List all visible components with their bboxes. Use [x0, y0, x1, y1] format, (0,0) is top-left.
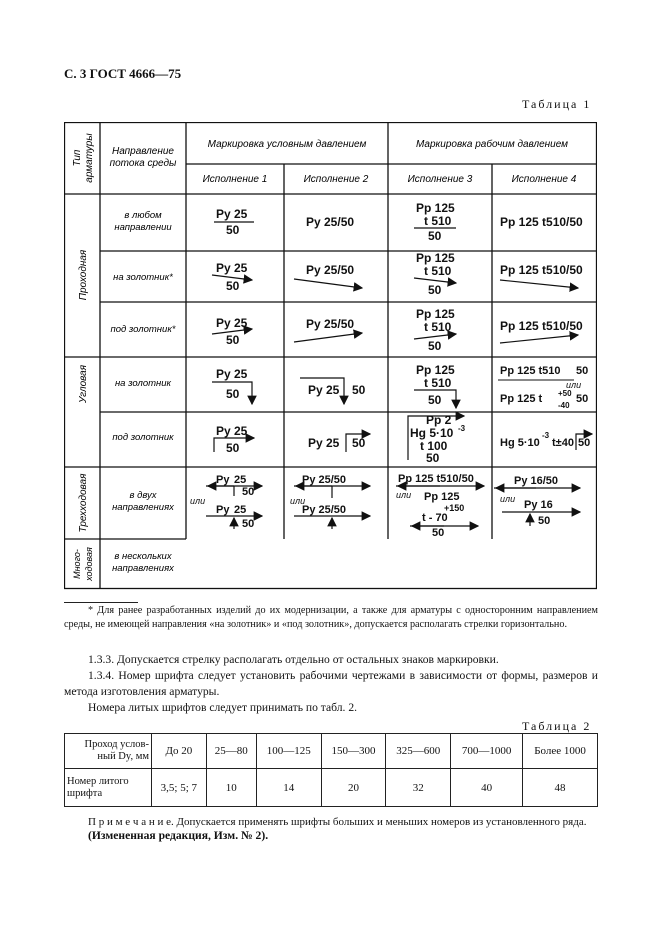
mark-a4: Pp 125 t510/50: [500, 215, 583, 229]
mark-e4-exp: -3: [542, 431, 550, 440]
mark-e1-50: 50: [226, 441, 240, 455]
table2-row1-label: Проход услов- ный Dy, мм: [65, 734, 152, 769]
table2-caption: Таблица 2: [522, 719, 592, 733]
dir-two-2: направлениях: [112, 502, 174, 513]
mark-c3-pp: Pp 125: [416, 307, 455, 321]
mark-d3-pp: Pp 125: [416, 363, 455, 377]
mark-e4-t: t±40: [552, 437, 574, 449]
mark-c1-25: 25: [234, 316, 248, 330]
mark-d4-or: или: [566, 380, 582, 390]
mark-c1-py: Py: [216, 316, 231, 330]
mark-f1-50-bot: 50: [242, 518, 255, 530]
mark-e3-t: t 100: [420, 439, 448, 453]
dir-angle-under: под золотник: [112, 432, 174, 443]
type-passage: Проходная: [78, 249, 89, 301]
mark-f3-pp: Pp 125: [424, 491, 460, 503]
mark-c2: Py 25/50: [306, 317, 355, 331]
mark-d2-py: Py: [308, 383, 323, 397]
mark-f3-t70: t - 70: [422, 512, 448, 524]
mark-a1-25: 25: [234, 207, 248, 221]
mark-e4-hg: Hg 5·10: [500, 437, 540, 449]
mark-f4-50: 50: [538, 515, 551, 527]
mark-e4-50: 50: [578, 437, 591, 449]
type-angle: Угловая: [78, 364, 89, 404]
table2-cell: 32: [386, 769, 451, 807]
table2-cell: 10: [206, 769, 256, 807]
table2-cell: 700—1000: [451, 734, 523, 769]
font-size-table: [64, 733, 598, 807]
mark-d4-sub: -40: [558, 401, 570, 410]
header-type-1: Тип: [72, 149, 83, 167]
mark-b3-t: t 510: [424, 264, 452, 278]
amendment: (Измененная редакция, Изм. № 2).: [88, 829, 269, 842]
paragraph-cast: Номера литых шрифтов следует принимать по табл. 2.: [88, 701, 358, 714]
mark-f1-25-top: 25: [234, 474, 247, 486]
header-nominal: Маркировка условным давлением: [207, 139, 367, 150]
header-direction-1: Направление: [111, 146, 175, 157]
mark-f1-50-top: 50: [242, 486, 255, 498]
mark-d1-25: 25: [234, 367, 248, 381]
mark-d4-top-50: 50: [576, 365, 589, 377]
mark-d1-py: Py: [216, 367, 231, 381]
mark-e3-50: 50: [426, 451, 440, 465]
mark-b3-pp: Pp 125: [416, 251, 455, 265]
mark-f4-py16: Py 16: [524, 499, 553, 511]
mark-f1-25-bot: 25: [234, 504, 247, 516]
mark-f2-or: или: [290, 496, 306, 506]
mark-b2: Py 25/50: [306, 263, 355, 277]
mark-f4-top: Py 16/50: [514, 475, 559, 487]
mark-e1-py: Py: [216, 424, 231, 438]
mark-f2-bot: Py 25/50: [302, 504, 347, 516]
dir-angle-on: на золотник: [114, 378, 172, 389]
dir-under-spool: под золотник*: [110, 324, 176, 335]
dir-on-spool: на золотник*: [113, 272, 173, 283]
type-multi-1: Много-: [72, 549, 82, 579]
table2-cell: 100—125: [256, 734, 321, 769]
mark-e2-25: 25: [326, 436, 340, 450]
table2-cell: 14: [256, 769, 321, 807]
mark-f1-py-top: Py: [216, 474, 230, 486]
mark-e3-hgexp: -3: [458, 424, 466, 433]
mark-e1-25: 25: [234, 424, 248, 438]
mark-a1-50: 50: [226, 223, 240, 237]
mark-d3-t: t 510: [424, 376, 452, 390]
dir-two-1: в двух: [129, 490, 157, 501]
table2-cell: До 20: [152, 734, 207, 769]
marking-table: [64, 122, 597, 590]
dir-multi-2: направлениях: [112, 563, 174, 574]
table2-row2-label: Номер литого шрифта: [65, 769, 152, 807]
mark-d4-bottom: Pp 125 t: [500, 393, 543, 405]
table2-cell: 20: [321, 769, 386, 807]
mark-a1-py: Py: [216, 207, 231, 221]
mark-f1-py-bot: Py: [216, 504, 230, 516]
mark-d2-25: 25: [326, 383, 340, 397]
footnote-rule: [64, 602, 138, 603]
mark-b3-50: 50: [428, 283, 442, 297]
mark-b1-50: 50: [226, 279, 240, 293]
table2-cell: 325—600: [386, 734, 451, 769]
mark-d4-top: Pp 125 t510: [500, 365, 561, 377]
mark-c3-50: 50: [428, 339, 442, 353]
mark-e3-hg: Hg 5·10: [410, 426, 454, 440]
mark-a3-t: t 510: [424, 214, 452, 228]
mark-f3-t150: +150: [444, 503, 465, 513]
mark-c4: Pp 125 t510/50: [500, 319, 583, 333]
mark-f1-or: или: [190, 496, 206, 506]
header-exec-3: Исполнение 3: [407, 174, 473, 185]
table2-cell: 25—80: [206, 734, 256, 769]
table2-cell: 48: [523, 769, 598, 807]
mark-a3-pp: Pp 125: [416, 201, 455, 215]
dir-any-1: в любом: [124, 210, 162, 221]
mark-f3-50: 50: [432, 527, 445, 539]
note: П р и м е ч а н и е. Допускается применять шрифты больших и меньших номеров из установленного ряда.: [88, 816, 587, 828]
mark-f3-or: или: [396, 490, 412, 500]
mark-e2-50: 50: [352, 436, 366, 450]
header-working: Маркировка рабочим давлением: [415, 139, 569, 150]
mark-f2-top: Py 25/50: [302, 474, 347, 486]
table2-cell: 40: [451, 769, 523, 807]
mark-b1-25: 25: [234, 261, 248, 275]
mark-f3-top: Pp 125 t510/50: [398, 473, 474, 485]
table1-caption: Таблица 1: [522, 97, 592, 111]
mark-d1-50: 50: [226, 387, 240, 401]
mark-c3-t: t 510: [424, 320, 452, 334]
mark-e2-py: Py: [308, 436, 323, 450]
mark-d2-50: 50: [352, 383, 366, 397]
header-type-2: арматуры: [84, 133, 95, 183]
paragraph-1-3-3: 1.3.3. Допускается стрелку располагать отдельно от остальных знаков маркировки.: [88, 653, 499, 666]
header-direction-2: потока среды: [109, 158, 177, 169]
mark-b1-py: Py: [216, 261, 231, 275]
mark-a3-50: 50: [428, 229, 442, 243]
mark-b4: Pp 125 t510/50: [500, 263, 583, 277]
table2-cell: Более 1000: [523, 734, 598, 769]
header-exec-1: Исполнение 1: [202, 174, 268, 185]
mark-d4-sup: +50: [558, 389, 572, 398]
mark-a2: Py 25/50: [306, 215, 355, 229]
paragraph-1-3-4: 1.3.4. Номер шрифта следует установить рабочими чертежами в зависимости от формы, размеров и метода изготовления арматуры.: [64, 669, 598, 698]
table2-cell: 150—300: [321, 734, 386, 769]
mark-d3-50: 50: [428, 393, 442, 407]
footnote: * Для ранее разработанных изделий до их модернизации, а также для арматуры с односторонним направлением среды, не имеющей направления «на золотник» и «под золотник», допускается располагать стрелки горизонтально.: [64, 605, 598, 630]
dir-multi-1: в нескольких: [114, 551, 172, 562]
mark-d4-bottom-50: 50: [576, 393, 589, 405]
dir-any-2: направлении: [114, 222, 172, 233]
header-exec-2: Исполнение 2: [303, 174, 369, 185]
mark-c1-50: 50: [226, 333, 240, 347]
header-exec-4: Исполнение 4: [511, 174, 577, 185]
type-multi-2: ходовая: [84, 547, 94, 581]
table2-cell: 3,5; 5; 7: [152, 769, 207, 807]
mark-e3-pp: Pp 2: [426, 413, 452, 427]
type-three-way: Трехходовая: [78, 473, 89, 533]
page-header: С. 3 ГОСТ 4666—75: [64, 66, 182, 81]
mark-f4-or: или: [500, 494, 516, 504]
